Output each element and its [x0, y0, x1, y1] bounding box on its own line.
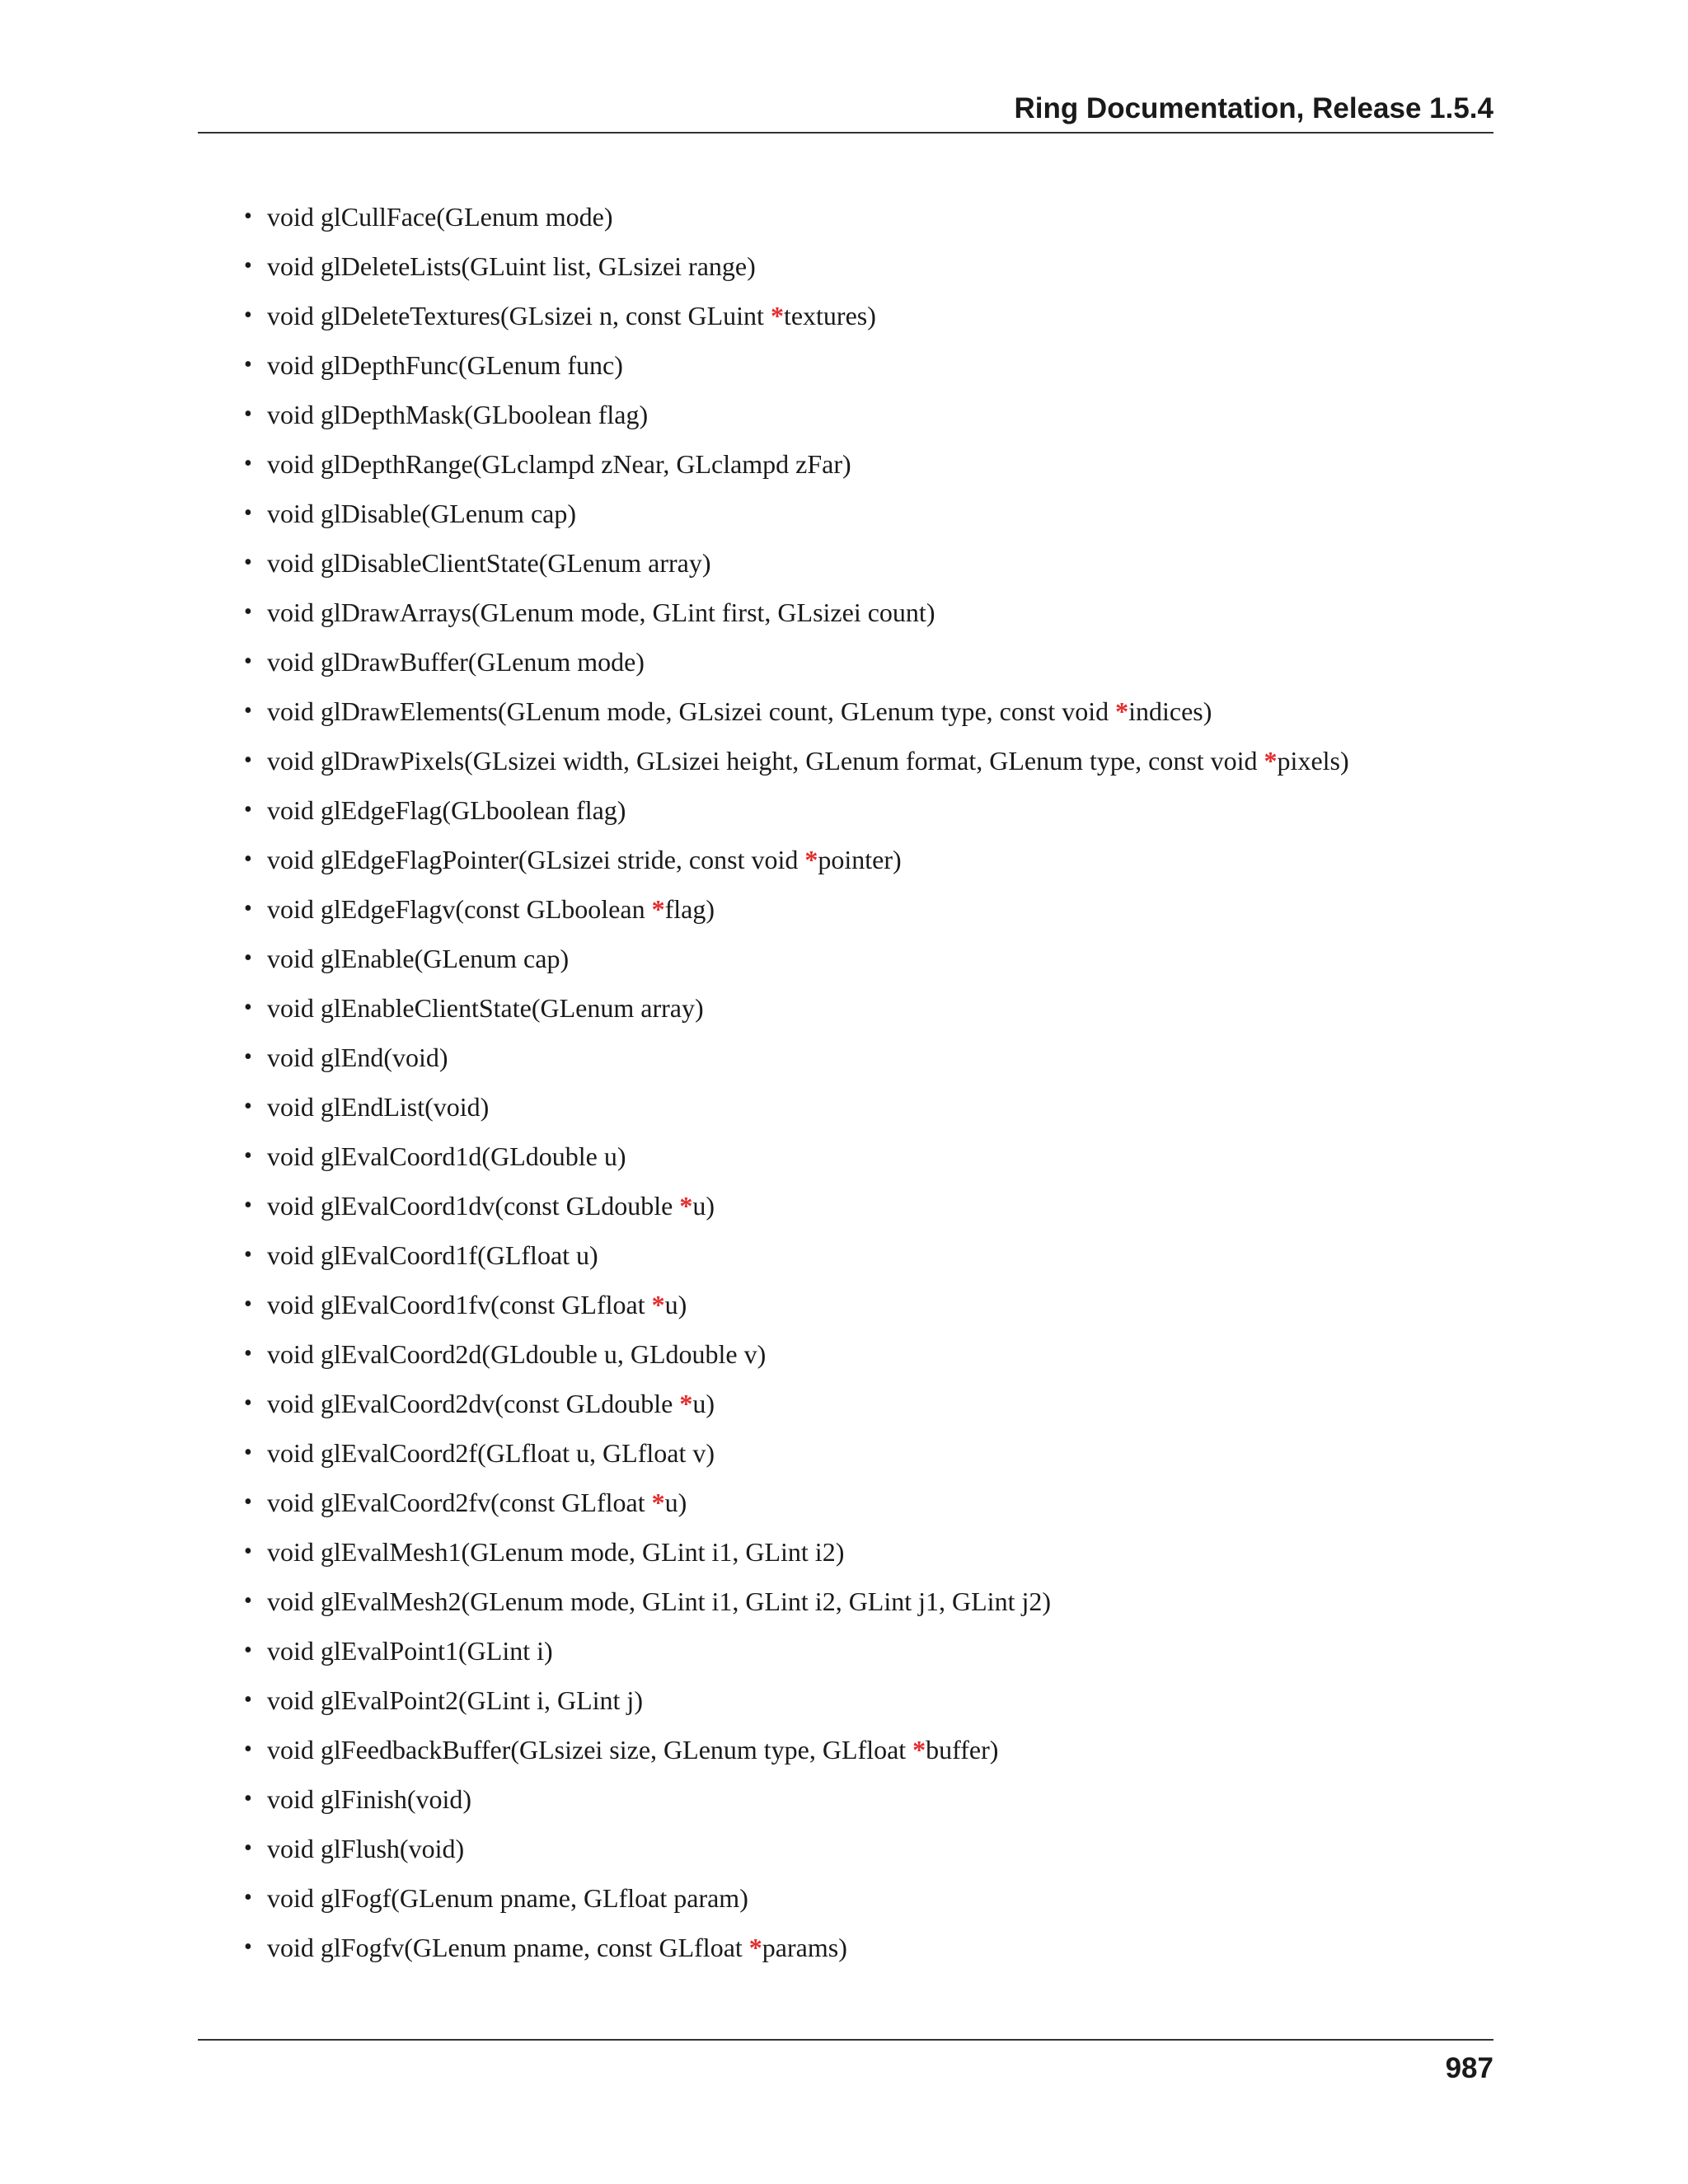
function-signature-list [244, 195, 1480, 1975]
bullet-icon: • [244, 1539, 252, 1564]
bullet-icon: • [244, 1934, 252, 1960]
bullet-icon: • [244, 352, 252, 377]
signature-text-tail: u) [664, 1290, 687, 1319]
pointer-marker: * [748, 1933, 762, 1962]
signature-text-tail: pixels) [1277, 746, 1349, 776]
signature-text: void glEvalCoord2fv(const GLfloat [267, 1488, 652, 1517]
bullet-icon: • [244, 995, 252, 1020]
list-item [244, 690, 1480, 739]
signature-text: void glEvalCoord1d(GLdouble u) [267, 1141, 626, 1171]
list-item [244, 492, 1480, 541]
bullet-icon: • [244, 550, 252, 575]
list-item [244, 541, 1480, 591]
list-item [244, 1382, 1480, 1432]
bullet-icon: • [244, 1786, 252, 1811]
bullet-icon: • [244, 748, 252, 773]
bullet-icon: • [244, 1638, 252, 1663]
bullet-icon: • [244, 1094, 252, 1119]
bullet-icon: • [244, 649, 252, 674]
list-item [244, 1679, 1480, 1728]
pointer-marker: * [651, 1488, 665, 1517]
signature-text: void glDrawPixels(GLsizei width, GLsizei height, GLenum format, GLenum type, const void [267, 746, 1264, 776]
signature-text: void glDrawArrays(GLenum mode, GLint first, GLsizei count) [267, 598, 935, 627]
bullet-icon: • [244, 1885, 252, 1910]
signature-text: void glDisableClientState(GLenum array) [267, 548, 711, 578]
bullet-icon: • [244, 204, 252, 229]
bullet-icon: • [244, 1835, 252, 1861]
signature-text: void glDepthFunc(GLenum func) [267, 350, 623, 380]
bullet-icon: • [244, 1193, 252, 1218]
pointer-marker: * [1115, 696, 1129, 726]
page-footer [198, 2039, 1493, 2084]
list-item [244, 1333, 1480, 1382]
list-item [244, 1481, 1480, 1530]
signature-text: void glEvalCoord1f(GLfloat u) [267, 1240, 598, 1270]
signature-text: void glCullFace(GLenum mode) [267, 202, 613, 232]
signature-text-tail: pointer) [818, 845, 902, 874]
bullet-icon: • [244, 1390, 252, 1416]
bullet-icon: • [244, 1143, 252, 1169]
list-item [244, 1728, 1480, 1778]
signature-text: void glFogfv(GLenum pname, const GLfloat [267, 1933, 749, 1962]
signature-text: void glFinish(void) [267, 1784, 472, 1814]
list-item [244, 1530, 1480, 1580]
bullet-icon: • [244, 1044, 252, 1070]
pointer-marker: * [912, 1735, 926, 1765]
bullet-icon: • [244, 846, 252, 872]
list-item [244, 443, 1480, 492]
list-item [244, 195, 1480, 245]
signature-text-tail: textures) [783, 301, 876, 330]
bullet-icon: • [244, 1588, 252, 1614]
signature-text: void glEvalMesh2(GLenum mode, GLint i1, GLint i2, GLint j1, GLint j2) [267, 1586, 1051, 1616]
signature-text-tail: params) [762, 1933, 847, 1962]
signature-text: void glDrawElements(GLenum mode, GLsizei count, GLenum type, const void [267, 696, 1116, 726]
signature-text: void glDeleteLists(GLuint list, GLsizei range) [267, 251, 756, 281]
bullet-icon: • [244, 945, 252, 971]
bullet-icon: • [244, 1489, 252, 1515]
list-item [244, 640, 1480, 690]
signature-text: void glEvalCoord2dv(const GLdouble [267, 1389, 680, 1418]
bullet-icon: • [244, 698, 252, 724]
signature-text: void glEdgeFlagPointer(GLsizei stride, const void [267, 845, 805, 874]
pointer-marker: * [679, 1191, 693, 1221]
list-item [244, 1432, 1480, 1481]
page-header [198, 89, 1493, 134]
bullet-icon: • [244, 451, 252, 476]
list-item [244, 888, 1480, 937]
bullet-icon: • [244, 599, 252, 625]
bullet-icon: • [244, 1291, 252, 1317]
list-item [244, 739, 1480, 789]
signature-text-tail: indices) [1128, 696, 1212, 726]
signature-text: void glDepthRange(GLclampd zNear, GLclampd zFar) [267, 449, 851, 479]
list-item [244, 393, 1480, 443]
signature-text: void glEndList(void) [267, 1092, 490, 1122]
document-title: Ring Documentation, Release 1.5.4 [1014, 92, 1493, 124]
list-item [244, 1234, 1480, 1283]
signature-text: void glEvalPoint2(GLint i, GLint j) [267, 1685, 643, 1715]
list-item [244, 1036, 1480, 1085]
list-item [244, 1778, 1480, 1827]
list-item [244, 937, 1480, 987]
bullet-icon: • [244, 1687, 252, 1713]
bullet-icon: • [244, 896, 252, 921]
signature-text: void glDisable(GLenum cap) [267, 499, 576, 528]
list-item [244, 838, 1480, 888]
bullet-icon: • [244, 253, 252, 279]
signature-text: void glEvalCoord2f(GLfloat u, GLfloat v) [267, 1438, 715, 1468]
signature-text: void glFlush(void) [267, 1834, 465, 1863]
pointer-marker: * [804, 845, 818, 874]
signature-text: void glEvalCoord2d(GLdouble u, GLdouble v) [267, 1339, 767, 1369]
list-item [244, 591, 1480, 640]
signature-text-tail: flag) [664, 894, 715, 924]
list-item [244, 294, 1480, 344]
bullet-icon: • [244, 401, 252, 427]
list-item [244, 245, 1480, 294]
list-item [244, 1629, 1480, 1679]
pointer-marker: * [651, 1290, 665, 1319]
bullet-icon: • [244, 302, 252, 328]
list-item [244, 344, 1480, 393]
signature-text: void glEdgeFlagv(const GLboolean [267, 894, 652, 924]
list-item [244, 789, 1480, 838]
pointer-marker: * [1264, 746, 1278, 776]
signature-text: void glFogf(GLenum pname, GLfloat param) [267, 1883, 748, 1913]
signature-text: void glEvalPoint1(GLint i) [267, 1636, 553, 1666]
list-item [244, 1580, 1480, 1629]
list-item [244, 1283, 1480, 1333]
list-item [244, 1184, 1480, 1234]
bullet-icon: • [244, 797, 252, 823]
list-item [244, 1877, 1480, 1926]
bullet-icon: • [244, 1440, 252, 1465]
signature-text-tail: u) [692, 1191, 715, 1221]
signature-text: void glEnableClientState(GLenum array) [267, 993, 704, 1023]
signature-text: void glEnable(GLenum cap) [267, 944, 570, 973]
signature-text: void glEvalCoord1fv(const GLfloat [267, 1290, 652, 1319]
bullet-icon: • [244, 500, 252, 526]
pointer-marker: * [679, 1389, 693, 1418]
list-item [244, 987, 1480, 1036]
signature-text: void glEnd(void) [267, 1043, 448, 1072]
bullet-icon: • [244, 1736, 252, 1762]
signature-text: void glEvalMesh1(GLenum mode, GLint i1, GLint i2) [267, 1537, 845, 1567]
signature-text: void glDepthMask(GLboolean flag) [267, 400, 649, 429]
signature-text: void glFeedbackBuffer(GLsizei size, GLenum type, GLfloat [267, 1735, 913, 1765]
signature-text: void glEdgeFlag(GLboolean flag) [267, 795, 626, 825]
pointer-marker: * [770, 301, 784, 330]
signature-text-tail: u) [692, 1389, 715, 1418]
signature-text: void glDrawBuffer(GLenum mode) [267, 647, 645, 677]
bullet-icon: • [244, 1242, 252, 1268]
signature-text-tail: u) [664, 1488, 687, 1517]
signature-text: void glDeleteTextures(GLsizei n, const GLuint [267, 301, 771, 330]
signature-text-tail: buffer) [926, 1735, 999, 1765]
page-number: 987 [1445, 2052, 1493, 2084]
list-item [244, 1926, 1480, 1975]
signature-text: void glEvalCoord1dv(const GLdouble [267, 1191, 680, 1221]
list-item [244, 1085, 1480, 1135]
list-item [244, 1827, 1480, 1877]
pointer-marker: * [651, 894, 665, 924]
bullet-icon: • [244, 1341, 252, 1366]
list-item [244, 1135, 1480, 1184]
